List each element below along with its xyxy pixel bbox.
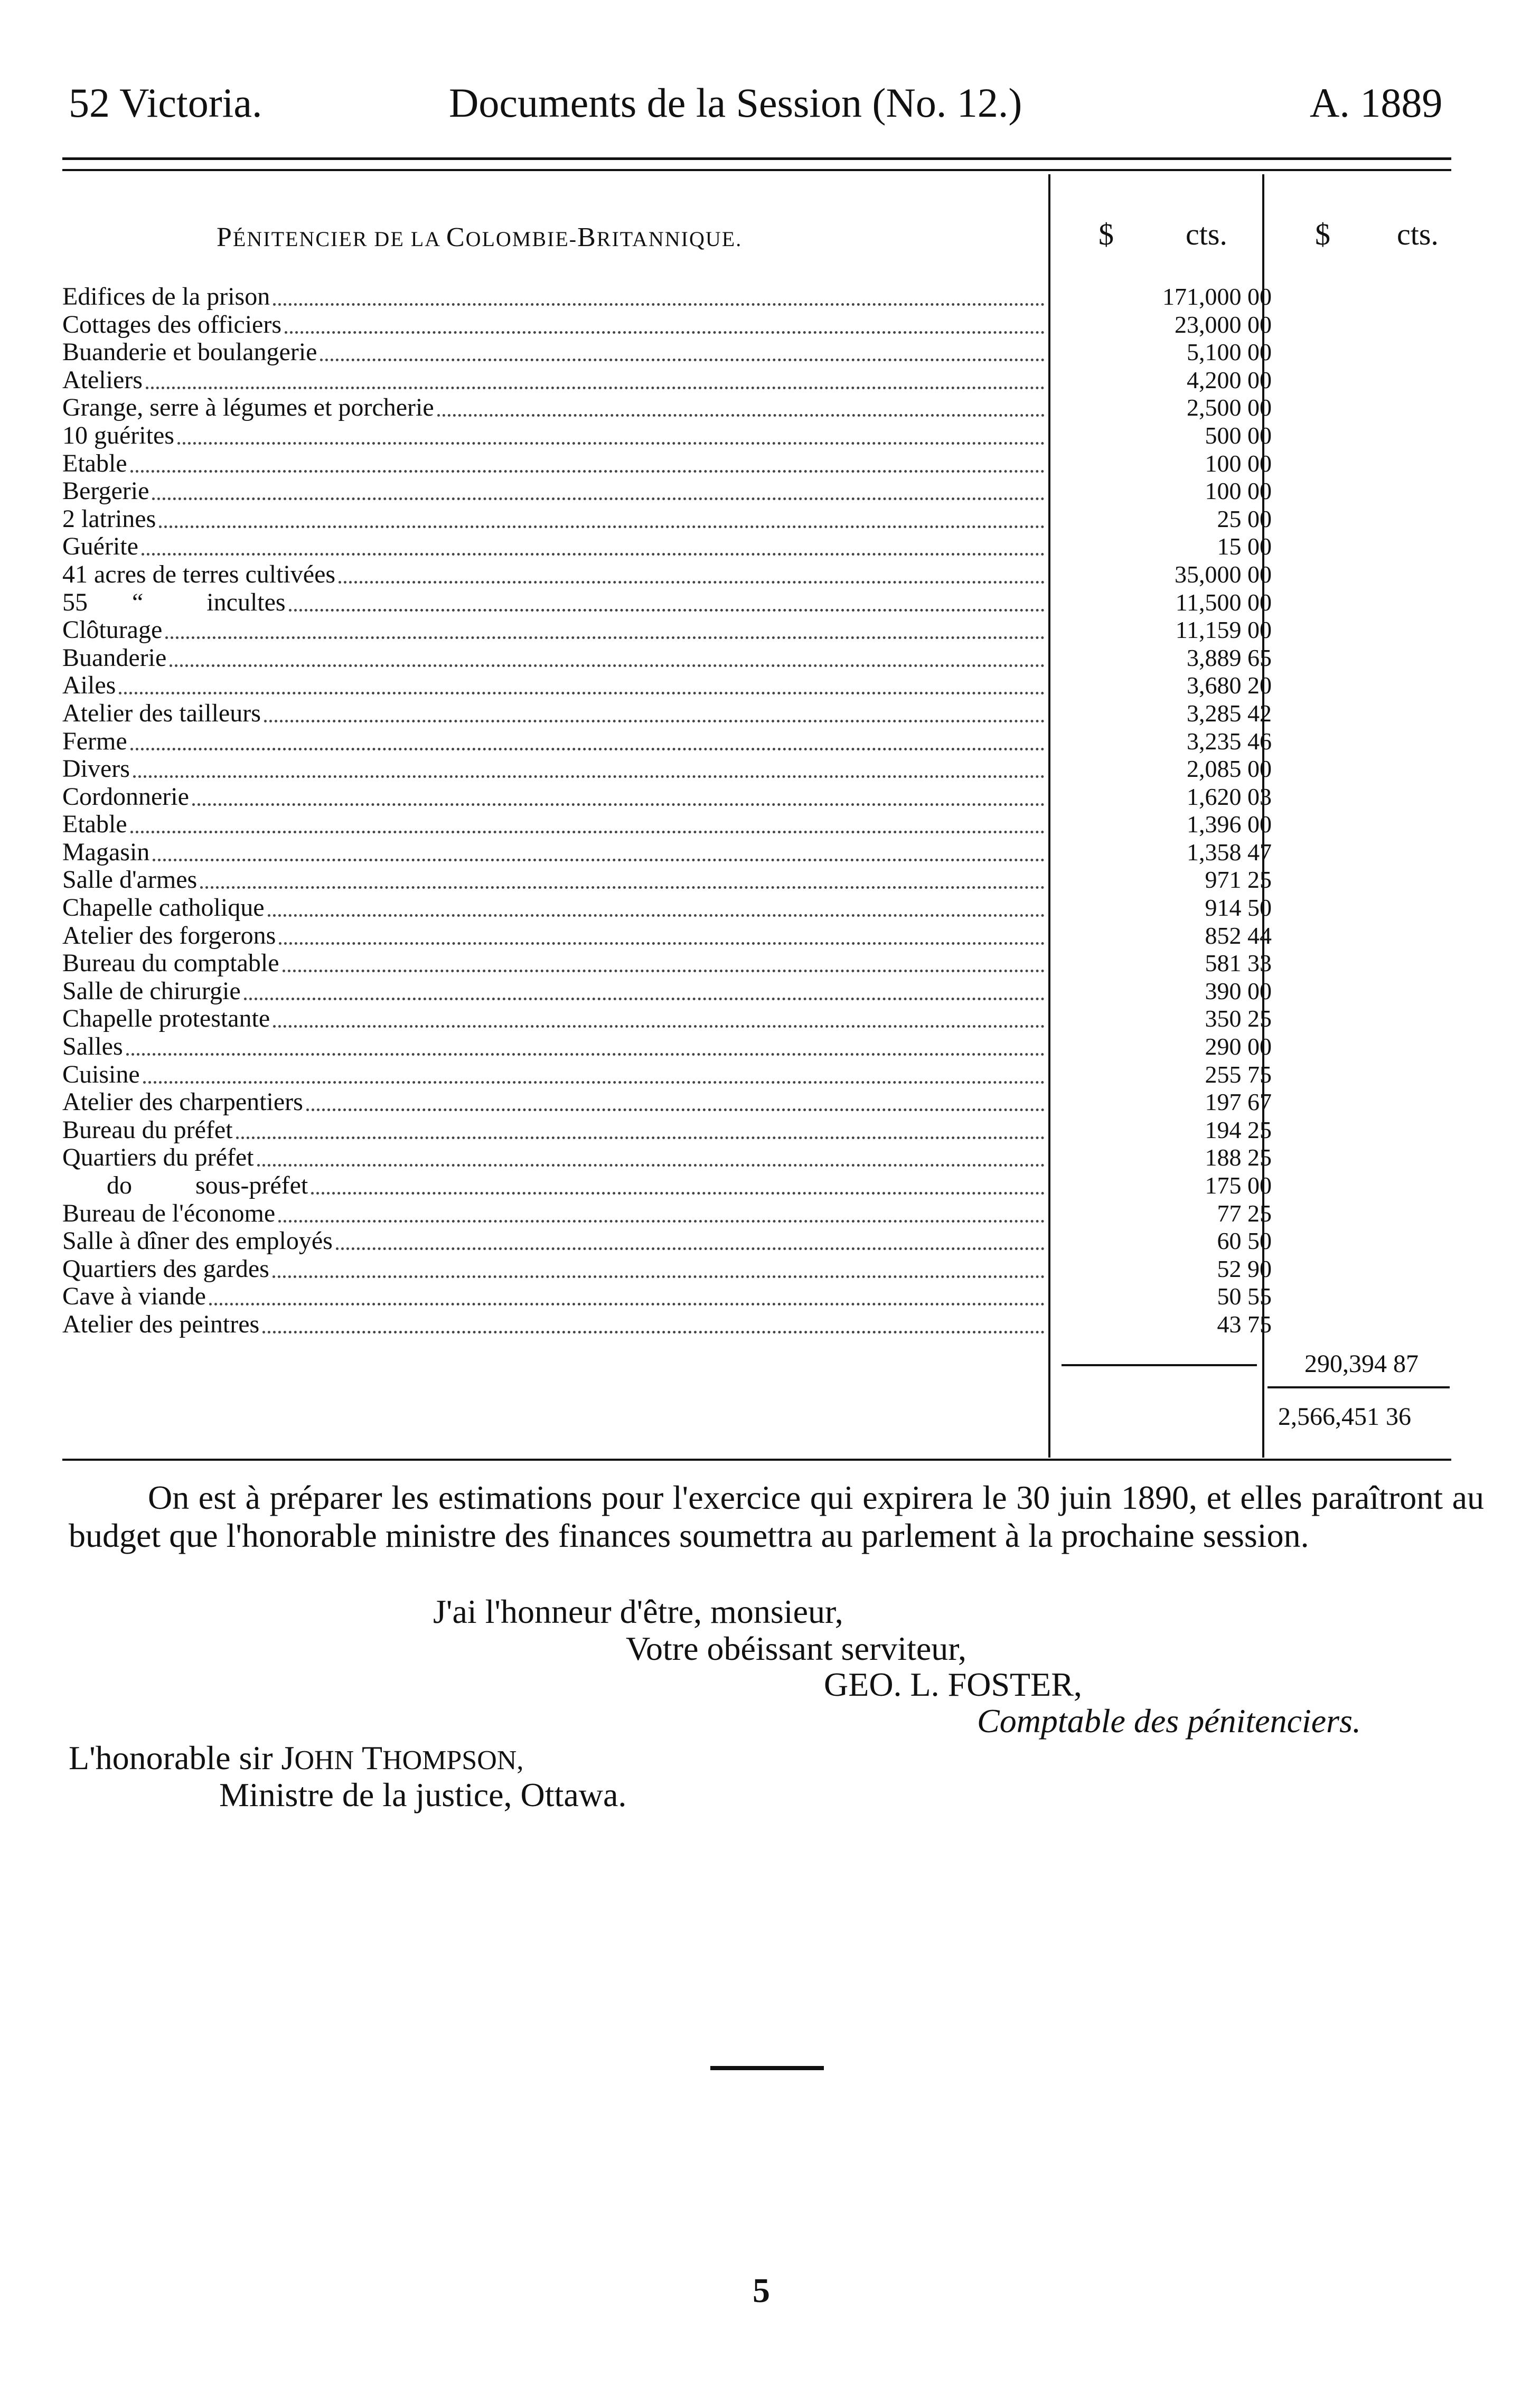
row-amount: 43 75 — [1217, 1310, 1272, 1338]
dot-leader — [143, 1081, 1045, 1084]
end-rule — [710, 2066, 824, 2070]
dot-leader — [278, 1220, 1045, 1223]
row-label: Ateliers — [62, 365, 143, 394]
dot-leader — [257, 1164, 1045, 1167]
dot-leader — [133, 775, 1045, 778]
table-row — [62, 588, 1272, 617]
table-row — [62, 532, 1272, 561]
closing-line-2: Votre obéissant serviteur, — [626, 1630, 966, 1667]
row-amount: 852 44 — [1205, 922, 1272, 949]
dot-leader — [339, 581, 1045, 584]
dot-leader — [273, 1025, 1045, 1028]
row-amount: 500 00 — [1205, 421, 1272, 449]
table-title: PÉNITENCIER DE LA COLOMBIE-BRITANNIQUE. — [217, 222, 743, 252]
row-label: 2 latrines — [62, 504, 156, 533]
row-amount: 914 50 — [1205, 894, 1272, 922]
table-row — [62, 1004, 1272, 1033]
table-row — [62, 338, 1272, 367]
row-label: Chapelle catholique — [62, 894, 265, 922]
dot-leader — [153, 859, 1045, 861]
dot-leader — [146, 387, 1045, 389]
grand-total-amount: 2,566,451 36 — [1278, 1403, 1411, 1431]
row-label: Ferme — [62, 727, 127, 755]
row-amount: 25 00 — [1217, 505, 1272, 532]
row-amount: 255 75 — [1205, 1060, 1272, 1088]
row-amount: 60 50 — [1217, 1227, 1272, 1255]
row-amount: 188 25 — [1205, 1144, 1272, 1171]
row-label: Salle d'armes — [62, 866, 198, 894]
table-row — [62, 1143, 1272, 1172]
addressee-line-1: L'honorable sir JOHN THOMPSON, — [69, 1739, 524, 1777]
row-label: Salle de chirurgie — [62, 976, 241, 1005]
ledger-rows — [62, 283, 1272, 1339]
table-row — [62, 1115, 1272, 1144]
header-center: Documents de la Session (No. 12.) — [449, 80, 1022, 126]
row-amount: 100 00 — [1205, 477, 1272, 505]
row-amount: 3,680 20 — [1187, 672, 1272, 699]
dot-leader — [285, 331, 1045, 334]
row-amount: 194 25 — [1205, 1116, 1272, 1143]
dot-leader — [170, 664, 1045, 667]
header-left: 52 Victoria. — [69, 80, 262, 126]
row-amount: 1,358 47 — [1187, 838, 1272, 866]
row-label: Bureau du préfet — [62, 1115, 233, 1144]
table-row — [62, 671, 1272, 700]
table-row — [62, 921, 1272, 950]
table-row — [62, 643, 1272, 672]
dot-leader — [130, 470, 1045, 473]
row-label: do sous-préfet — [62, 1171, 308, 1199]
table-row — [62, 782, 1272, 811]
table-row — [62, 477, 1272, 505]
dot-leader — [244, 998, 1045, 1000]
dot-leader — [130, 831, 1045, 833]
dot-leader — [236, 1136, 1045, 1139]
row-label: Buanderie — [62, 643, 167, 672]
table-row — [62, 699, 1272, 728]
row-label: Divers — [62, 755, 130, 783]
dot-leader — [437, 414, 1045, 417]
letter-paragraph: On est à préparer les estimations pour l'exercice qui expirera le 30 juin 1890, et elles paraîtront au budget que l'honorable ministre des finances soumettra au parlement à la prochaine session. — [69, 1479, 1484, 1554]
table-row — [62, 283, 1272, 311]
row-label: Cave à viande — [62, 1282, 206, 1311]
subtotal-amount: 290,394 87 — [1304, 1350, 1419, 1378]
row-amount: 4,200 00 — [1187, 366, 1272, 393]
table-row — [62, 1310, 1272, 1339]
row-label: Quartiers du préfet — [62, 1143, 254, 1172]
dot-leader — [283, 970, 1045, 972]
row-amount: 2,085 00 — [1187, 755, 1272, 783]
row-label: Magasin — [62, 838, 150, 866]
row-amount: 197 67 — [1205, 1088, 1272, 1116]
dot-leader — [165, 636, 1045, 639]
row-amount: 1,620 03 — [1187, 783, 1272, 810]
table-row — [62, 894, 1272, 922]
dot-leader — [268, 914, 1045, 917]
row-amount: 100 00 — [1205, 449, 1272, 477]
table-row — [62, 1282, 1272, 1311]
table-row — [62, 976, 1272, 1006]
dot-leader — [279, 942, 1045, 945]
row-amount: 581 33 — [1205, 950, 1272, 977]
row-label: Atelier des charpentiers — [62, 1088, 303, 1116]
table-row — [62, 755, 1272, 783]
dot-leader — [177, 442, 1045, 445]
dot-leader — [142, 553, 1045, 556]
row-amount: 390 00 — [1205, 977, 1272, 1004]
dot-leader — [273, 303, 1045, 306]
header-rule-bottom — [62, 169, 1451, 171]
column-header-cents-1: cts. — [1186, 217, 1227, 251]
closing-line-1: J'ai l'honneur d'être, monsieur, — [433, 1593, 843, 1630]
table-row — [62, 1171, 1272, 1200]
table-row — [62, 1227, 1272, 1255]
row-label: Cordonnerie — [62, 782, 189, 811]
table-row — [62, 949, 1272, 978]
row-amount: 971 25 — [1205, 866, 1272, 894]
total-rule — [1267, 1386, 1450, 1388]
column-header-dollar-2: $ — [1315, 217, 1330, 251]
dot-leader — [130, 748, 1045, 750]
row-amount: 171,000 00 — [1162, 283, 1272, 310]
row-amount: 350 25 — [1205, 1005, 1272, 1032]
row-label: Bureau de l'économe — [62, 1199, 276, 1227]
row-label: Atelier des forgerons — [62, 921, 276, 950]
table-row — [62, 1032, 1272, 1061]
row-label: Grange, serre à légumes et porcherie — [62, 393, 434, 422]
header-right: A. 1889 — [1310, 80, 1443, 126]
table-row — [62, 421, 1272, 450]
row-amount: 77 25 — [1217, 1199, 1272, 1227]
row-label: Bergerie — [62, 477, 149, 505]
column-header-cents-2: cts. — [1397, 217, 1439, 251]
dot-leader — [320, 359, 1045, 361]
row-label: 55 “ incultes — [62, 588, 286, 616]
row-label: Cottages des officiers — [62, 310, 282, 339]
page-number: 5 — [753, 2271, 770, 2310]
table-row — [62, 310, 1272, 339]
dot-leader — [264, 720, 1045, 722]
row-label: Chapelle protestante — [62, 1004, 270, 1033]
signature-name: GEO. L. FOSTER, — [824, 1666, 1082, 1703]
row-label: Ailes — [62, 671, 116, 700]
row-label: 10 guérites — [62, 421, 174, 449]
row-amount: 175 00 — [1205, 1172, 1272, 1199]
row-amount: 11,500 00 — [1175, 588, 1272, 616]
row-amount: 15 00 — [1217, 533, 1272, 560]
table-row — [62, 1088, 1272, 1116]
dot-leader — [200, 886, 1045, 889]
row-amount: 50 55 — [1217, 1283, 1272, 1310]
table-bottom-rule — [62, 1459, 1451, 1461]
row-amount: 23,000 00 — [1175, 311, 1272, 338]
dot-leader — [159, 525, 1045, 528]
table-row — [62, 560, 1272, 589]
row-label: Atelier des tailleurs — [62, 699, 261, 727]
dot-leader — [273, 1275, 1045, 1278]
row-label: Etable — [62, 810, 127, 839]
dot-leader — [311, 1192, 1045, 1195]
row-label: Salles — [62, 1032, 123, 1061]
row-amount: 11,159 00 — [1175, 616, 1272, 644]
table-row — [62, 866, 1272, 894]
row-label: Bureau du comptable — [62, 949, 279, 978]
table-row — [62, 1199, 1272, 1228]
dot-leader — [119, 692, 1045, 694]
addressee-line-2: Ministre de la justice, Ottawa. — [219, 1776, 627, 1814]
row-amount: 35,000 00 — [1175, 560, 1272, 588]
column-header-dollar-1: $ — [1098, 217, 1114, 251]
table-row — [62, 504, 1272, 533]
table-row — [62, 365, 1272, 394]
table-row — [62, 393, 1272, 422]
subtotal-rule — [1062, 1364, 1257, 1366]
signature-title: Comptable des pénitenciers. — [977, 1702, 1361, 1740]
table-row — [62, 838, 1272, 867]
dot-leader — [336, 1247, 1045, 1250]
row-amount: 290 00 — [1205, 1033, 1272, 1060]
dot-leader — [262, 1331, 1045, 1333]
table-row — [62, 810, 1272, 839]
row-amount: 5,100 00 — [1187, 339, 1272, 366]
header-rule-top — [62, 157, 1451, 160]
dot-leader — [192, 803, 1045, 806]
table-row — [62, 1254, 1272, 1283]
table-row — [62, 727, 1272, 756]
row-amount: 52 90 — [1217, 1255, 1272, 1282]
row-amount: 1,396 00 — [1187, 811, 1272, 838]
row-amount: 3,285 42 — [1187, 699, 1272, 727]
dot-leader — [209, 1303, 1045, 1305]
row-label: Salle à dîner des employés — [62, 1227, 333, 1255]
row-label: Edifices de la prison — [62, 283, 270, 311]
dot-leader — [289, 609, 1045, 612]
dot-leader — [126, 1053, 1045, 1056]
row-label: Guérite — [62, 532, 138, 561]
row-amount: 3,889 65 — [1187, 644, 1272, 671]
row-label: 41 acres de terres cultivées — [62, 560, 336, 588]
row-label: Quartiers des gardes — [62, 1254, 269, 1283]
table-row — [62, 1060, 1272, 1089]
row-label: Atelier des peintres — [62, 1310, 260, 1338]
row-amount: 2,500 00 — [1187, 394, 1272, 421]
row-label: Cuisine — [62, 1060, 140, 1088]
table-column-rule-1 — [1048, 174, 1050, 1458]
row-label: Buanderie et boulangerie — [62, 338, 317, 367]
row-label: Etable — [62, 449, 127, 477]
dot-leader — [152, 497, 1045, 500]
table-row — [62, 449, 1272, 478]
table-row — [62, 616, 1272, 644]
row-label: Clôturage — [62, 616, 163, 644]
row-amount: 3,235 46 — [1187, 727, 1272, 755]
dot-leader — [306, 1109, 1045, 1111]
